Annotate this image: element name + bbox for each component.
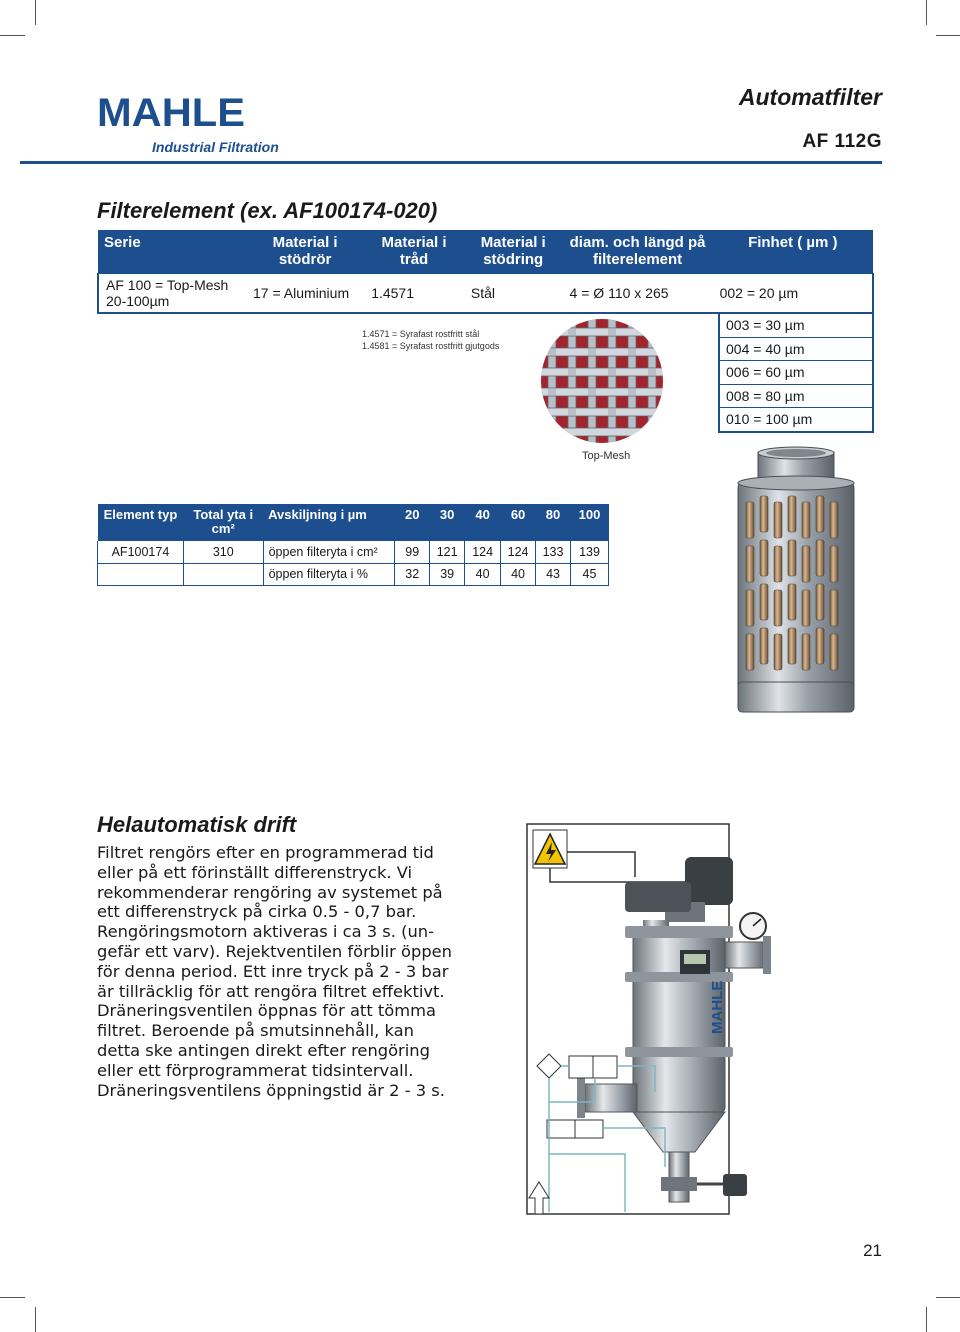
material-notes xyxy=(362,328,499,352)
header-size: 30 xyxy=(430,504,465,541)
table-row xyxy=(98,563,609,585)
filter-cartridge-illustration xyxy=(734,446,858,718)
page-number: 21 xyxy=(863,1241,882,1260)
text-line: eller på ett förinställt differenstryck. Vi xyxy=(97,862,413,882)
mesh-caption: Top-Mesh xyxy=(582,450,631,462)
type-code-row xyxy=(98,273,873,313)
crop-mark xyxy=(936,1297,960,1298)
section-title-filterelement: Filterelement (ex. AF100174-020) xyxy=(97,198,438,223)
cell-value: 99 xyxy=(395,541,430,563)
header-size: 80 xyxy=(536,504,571,541)
finhet-option: 008 = 80 µm xyxy=(720,384,872,408)
cell-trad: 1.4571 xyxy=(364,273,464,313)
top-mesh-illustration xyxy=(540,318,664,444)
operation-description xyxy=(97,843,477,1100)
document-title: Automatfilter xyxy=(738,84,882,110)
cell-value: 121 xyxy=(430,541,465,563)
crop-mark xyxy=(0,1297,25,1298)
cell-value: 39 xyxy=(430,563,465,585)
text-line: Rengöringsmotorn aktiveras i ca 3 s. (un- xyxy=(97,922,434,942)
cell-value: 43 xyxy=(536,563,571,585)
cell-value: 40 xyxy=(465,563,501,585)
type-code-table xyxy=(97,230,874,314)
finhet-options-list xyxy=(718,313,874,433)
table-row xyxy=(98,541,609,563)
cell-value: 45 xyxy=(571,563,609,585)
header-rule xyxy=(20,161,882,164)
text-line: gefär ett varv). Rejektventilen förblir öppen xyxy=(97,941,452,961)
cell-serie xyxy=(98,273,246,313)
cell-element xyxy=(98,563,184,585)
finhet-option: 004 = 40 µm xyxy=(720,337,872,361)
text-line: Dräneringsventilen öppnas för att tömma xyxy=(97,1001,436,1021)
crop-mark xyxy=(0,35,25,36)
model-number: AF 112G xyxy=(802,131,882,152)
header-size: 40 xyxy=(465,504,501,541)
text-line: rekommenderar rengöring av systemet på xyxy=(97,882,443,902)
text-line: för denna period. Ett inre tryck på 2 - 3 bar xyxy=(97,961,449,981)
finhet-option: 010 = 100 µm xyxy=(720,407,872,431)
cell-total: 310 xyxy=(183,541,263,563)
crop-mark xyxy=(936,35,960,36)
header-diameter: diam. och längd på filterelement xyxy=(563,230,713,273)
header-finhet: Finhet ( µm ) xyxy=(713,230,873,273)
mahle-logo xyxy=(97,93,247,129)
text-line: detta ske antingen direkt efter rengöring xyxy=(97,1040,430,1060)
cell-serie-line1: AF 100 = Top-Mesh xyxy=(106,276,229,293)
type-code-header xyxy=(98,230,873,273)
header-stodror: Material i stödrör xyxy=(246,230,364,273)
section-title-helautomatisk: Helautomatisk drift xyxy=(97,812,297,837)
cell-value: 32 xyxy=(395,563,430,585)
cell-stodror: 17 = Aluminium xyxy=(246,273,364,313)
automatic-filter-diagram xyxy=(525,822,772,1215)
cell-total xyxy=(183,563,263,585)
svg-text:MAHLE: MAHLE xyxy=(97,93,245,129)
header-size: 100 xyxy=(571,504,609,541)
cell-value: 139 xyxy=(571,541,609,563)
crop-mark xyxy=(926,1307,927,1332)
svg-text:MAHLE: MAHLE xyxy=(709,980,726,1034)
material-note: 1.4571 = Syrafast rostfritt stål xyxy=(362,329,480,339)
cell-label: öppen filteryta i cm² xyxy=(263,541,395,563)
cell-value: 40 xyxy=(501,563,536,585)
text-line: ett differenstryck på cirka 0.5 - 0,7 bar. xyxy=(97,902,417,922)
header-size: 60 xyxy=(501,504,536,541)
header-size: 20 xyxy=(395,504,430,541)
finhet-option: 003 = 30 µm xyxy=(720,313,872,337)
crop-mark xyxy=(926,0,927,25)
header-element: Element typ xyxy=(98,504,184,541)
text-line: är tillräcklig för att rengöra filtret effektivt. xyxy=(97,981,445,1001)
header-stodring: Material i stödring xyxy=(464,230,563,273)
finhet-option: 006 = 60 µm xyxy=(720,360,872,384)
header-avskiljning: Avskiljning i µm xyxy=(263,504,395,541)
brand-subtitle: Industrial Filtration xyxy=(152,139,279,155)
text-line: Filtret rengörs efter en programmerad tid xyxy=(97,843,434,862)
element-table xyxy=(97,504,609,586)
cell-finhet: 002 = 20 µm xyxy=(713,273,873,313)
material-note: 1.4581 = Syrafast rostfritt gjutgods xyxy=(362,341,500,351)
text-line: Dräneringsventilens öppningstid är 2 - 3 s. xyxy=(97,1080,445,1100)
text-line: eller ett förprogrammerat tidsintervall. xyxy=(97,1060,414,1080)
cell-element: AF100174 xyxy=(98,541,184,563)
crop-mark xyxy=(35,0,36,25)
cell-value: 133 xyxy=(536,541,571,563)
cell-diameter: 4 = Ø 110 x 265 xyxy=(563,273,713,313)
crop-mark xyxy=(35,1307,36,1332)
text-line: filtret. Beroende på smutsinnehåll, kan xyxy=(97,1021,414,1041)
cell-label: öppen filteryta i % xyxy=(263,563,395,585)
cell-value: 124 xyxy=(465,541,501,563)
header-total: Total yta i cm² xyxy=(183,504,263,541)
header-trad: Material i tråd xyxy=(364,230,464,273)
header-serie: Serie xyxy=(98,230,246,273)
cell-value: 124 xyxy=(501,541,536,563)
cell-stodring: Stål xyxy=(464,273,563,313)
element-table-header xyxy=(98,504,609,541)
cell-serie-line2: 20-100µm xyxy=(106,292,170,309)
